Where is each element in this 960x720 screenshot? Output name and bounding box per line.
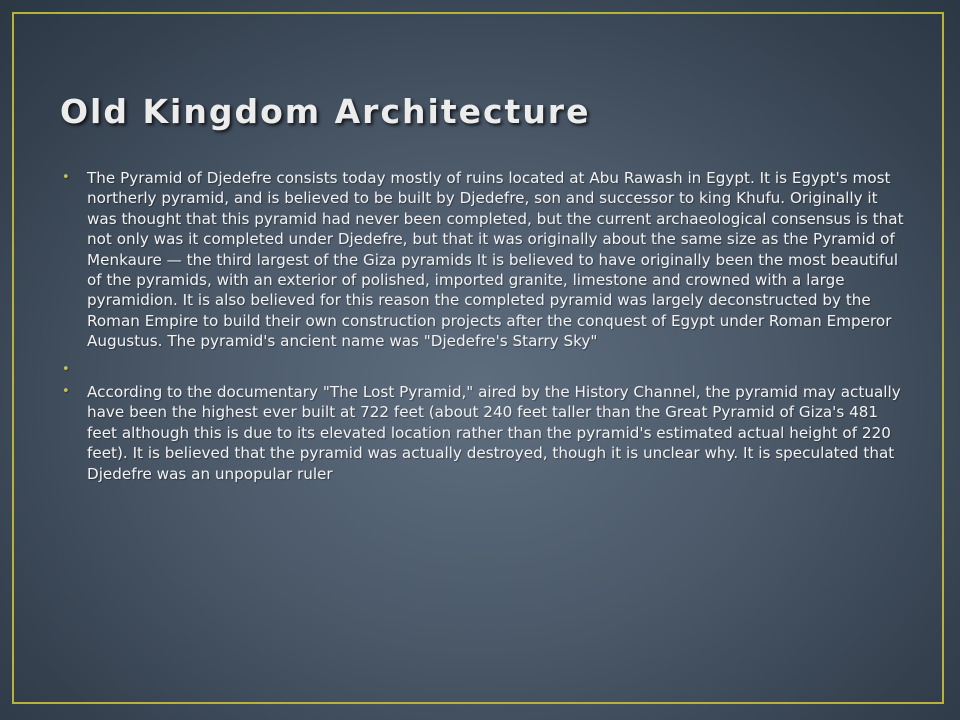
bullet-text: According to the documentary "The Lost Pyramid," aired by the History Channel, the pyramid may actually have been the highest ever built at 722 feet (about 240 feet taller than the Great Pyramid of Giza's 481 feet although this is due to its elevated location rather than the pyramid's estimated actual height of 220 feet). It is believed that the pyramid was actually destroyed, though it is unclear why. It is speculated that Djedefre was an unpopular ruler (87, 383, 901, 483)
bullet-dot-icon: • (62, 361, 70, 377)
bullet-text: The Pyramid of Djedefre consists today mostly of ruins located at Abu Rawash in Egypt. It is Egypt's most northerly pyramid, and is believed to be built by Djedefre, son and successor to king Khufu. Originally it was thought that this pyramid had never been completed, but the current archaeological consensus is that not only was it completed under Djedefre, but that it was originally about the same size as the Pyramid of Menkaure — the third largest of the Giza pyramids It is believed to have originally been the most beautiful of the pyramids, with an exterior of polished, imported granite, limestone and crowned with a large pyramidion. It is also believed for this reason the completed pyramid was largely deconstructed by the Roman Empire to build their own construction projects after the conquest of Egypt under Roman Emperor Augustus. The pyramid's ancient name was "Djedefre's Starry Sky" (87, 169, 904, 351)
bullet-item (60, 382, 905, 484)
bullet-dot-icon: • (62, 384, 70, 400)
slide-title: Old Kingdom Architecture (60, 92, 591, 131)
bullet-item-empty (60, 360, 905, 380)
bullet-dot-icon: • (62, 170, 70, 185)
bullet-list (60, 168, 905, 492)
bullet-item (60, 168, 905, 352)
